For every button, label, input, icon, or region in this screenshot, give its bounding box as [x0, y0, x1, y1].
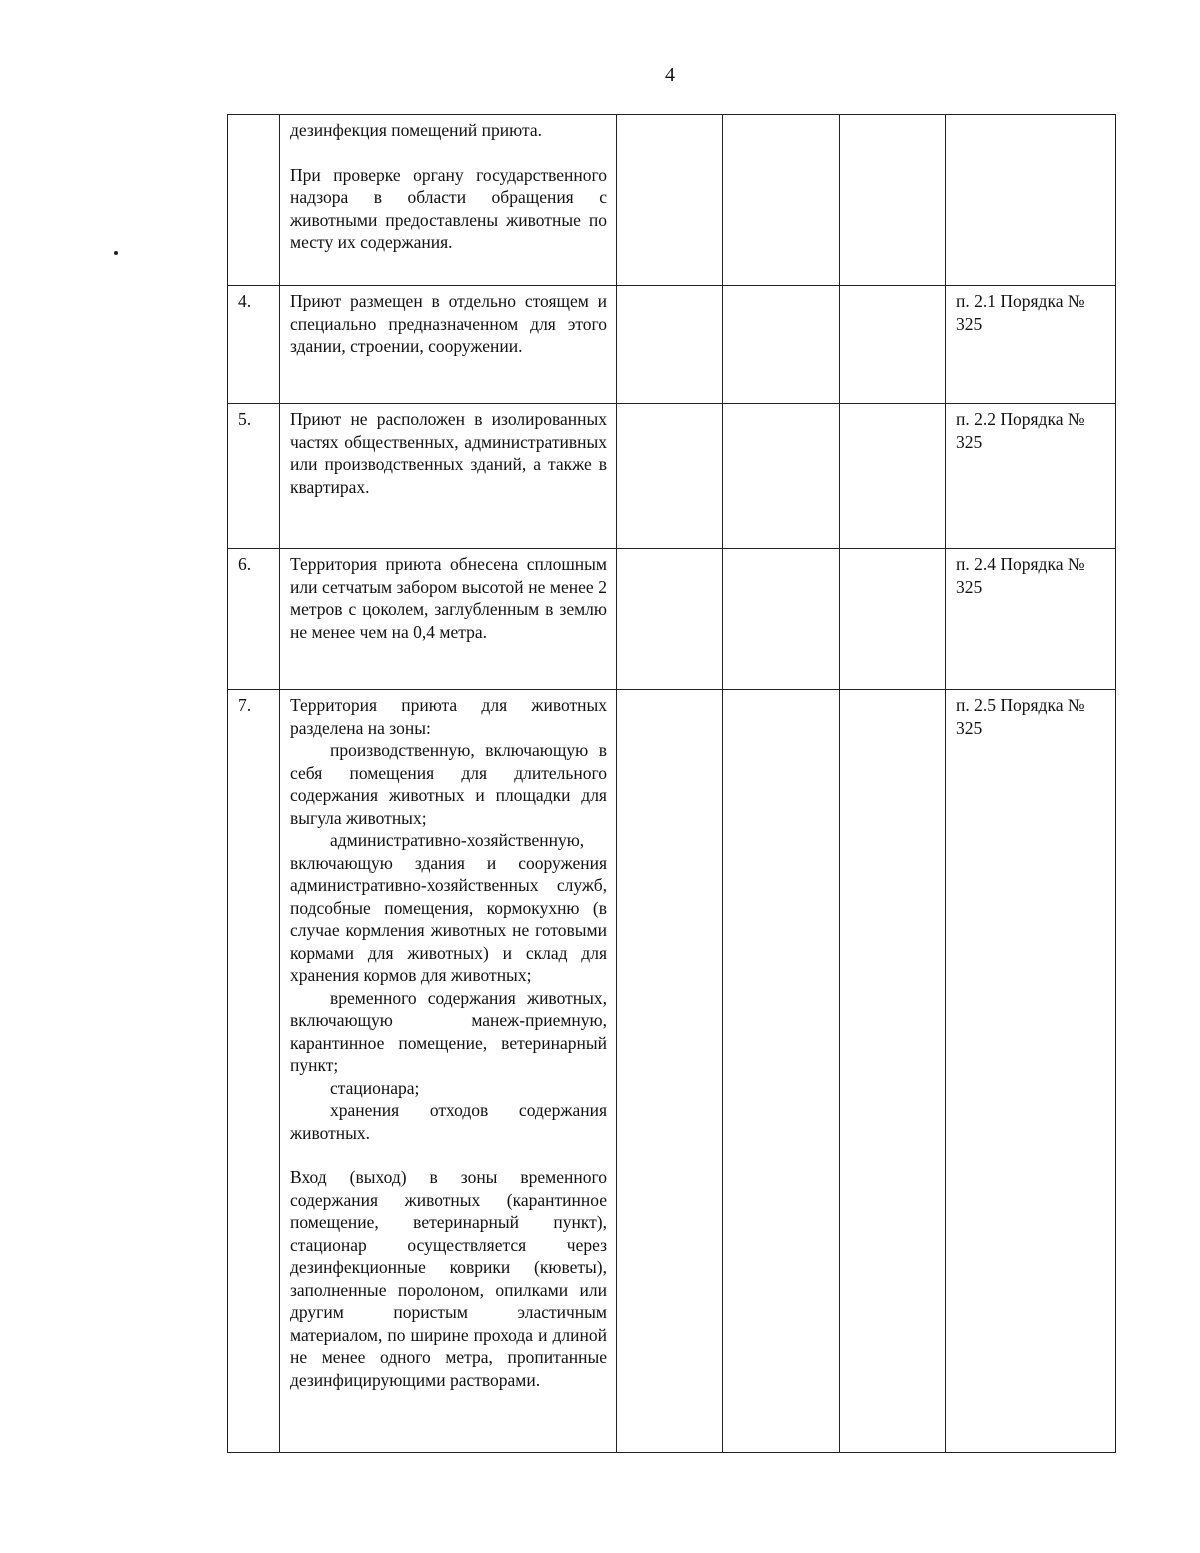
reference-cell [946, 115, 1116, 286]
answer-cell-na[interactable] [840, 286, 946, 404]
requirement-text: административно-хозяйственную, включающую здания и сооружения административно-хозяйственных служб, подсобные помещения, кормокухню (в случае кормления животных не готовыми кормами для животных) и склад для хранения кормов для животных; [290, 830, 607, 985]
requirement-cell [280, 690, 617, 1453]
requirement-cell [280, 549, 617, 690]
answer-cell-no[interactable] [723, 690, 840, 1453]
reference-cell: п. 2.1 Порядка № 325 [946, 286, 1116, 404]
table-row [228, 549, 1116, 690]
requirement-text: Приют не расположен в изолированных частях общественных, административных или производственных зданий, а также в квартирах. [290, 409, 607, 497]
answer-cell-na[interactable] [840, 690, 946, 1453]
requirement-text: Территория приюта обнесена сплошным или сетчатым забором высотой не менее 2 метров с цоколем, заглубленным в землю не менее чем на 0,4 метра. [290, 554, 607, 642]
table-row [228, 115, 1116, 286]
answer-cell-no[interactable] [723, 115, 840, 286]
answer-cell-yes[interactable] [617, 690, 723, 1453]
answer-cell-yes[interactable] [617, 115, 723, 286]
answer-cell-no[interactable] [723, 404, 840, 549]
answer-cell-na[interactable] [840, 549, 946, 690]
answer-cell-yes[interactable] [617, 404, 723, 549]
row-number: 6. [228, 549, 280, 690]
margin-dot [114, 251, 118, 255]
answer-cell-no[interactable] [723, 286, 840, 404]
requirement-text: Территория приюта для животных разделена на зоны: [290, 695, 607, 738]
checklist-table [227, 114, 1116, 1453]
requirement-text: Вход (выход) в зоны временного содержания животных (карантинное помещение, ветеринарный пункт), стационар осуществляется через дезинфекционные коврики (кюветы), заполненные поролоном, опилками или другим пористым эластичным материалом, по ширине прохода и длиной не менее одного метра, пропитанные дезинфицирующими растворами. [290, 1167, 607, 1390]
row-number: 4. [228, 286, 280, 404]
requirement-text: дезинфекция помещений приюта. [290, 120, 542, 140]
row-number: 5. [228, 404, 280, 549]
row-number [228, 115, 280, 286]
row-number: 7. [228, 690, 280, 1453]
requirement-text: При проверке органу государственного надзора в области обращения с животными предоставлены животные по месту их содержания. [290, 164, 607, 252]
requirement-text: стационара; [330, 1077, 420, 1098]
requirement-text: производственную, включающую в себя помещения для длительного содержания животных и площадки для выгула животных; [290, 740, 607, 828]
requirement-cell [280, 404, 617, 549]
reference-cell: п. 2.2 Порядка № 325 [946, 404, 1116, 549]
page-number: 4 [665, 64, 675, 86]
requirement-text: хранения отходов содержания животных. [290, 1100, 607, 1143]
answer-cell-yes[interactable] [617, 549, 723, 690]
answer-cell-na[interactable] [840, 404, 946, 549]
answer-cell-na[interactable] [840, 115, 946, 286]
answer-cell-no[interactable] [723, 549, 840, 690]
table-row [228, 286, 1116, 404]
reference-cell: п. 2.5 Порядка № 325 [946, 690, 1116, 1453]
requirement-text: Приют размещен в отдельно стоящем и специально предназначенном для этого здании, строении, сооружении. [290, 291, 607, 356]
requirement-cell [280, 286, 617, 404]
table-row [228, 404, 1116, 549]
requirement-text: временного содержания животных, включающую манеж-приемную, карантинное помещение, ветеринарный пункт; [290, 987, 607, 1075]
answer-cell-yes[interactable] [617, 286, 723, 404]
table-row [228, 690, 1116, 1453]
requirement-cell [280, 115, 617, 286]
reference-cell: п. 2.4 Порядка № 325 [946, 549, 1116, 690]
